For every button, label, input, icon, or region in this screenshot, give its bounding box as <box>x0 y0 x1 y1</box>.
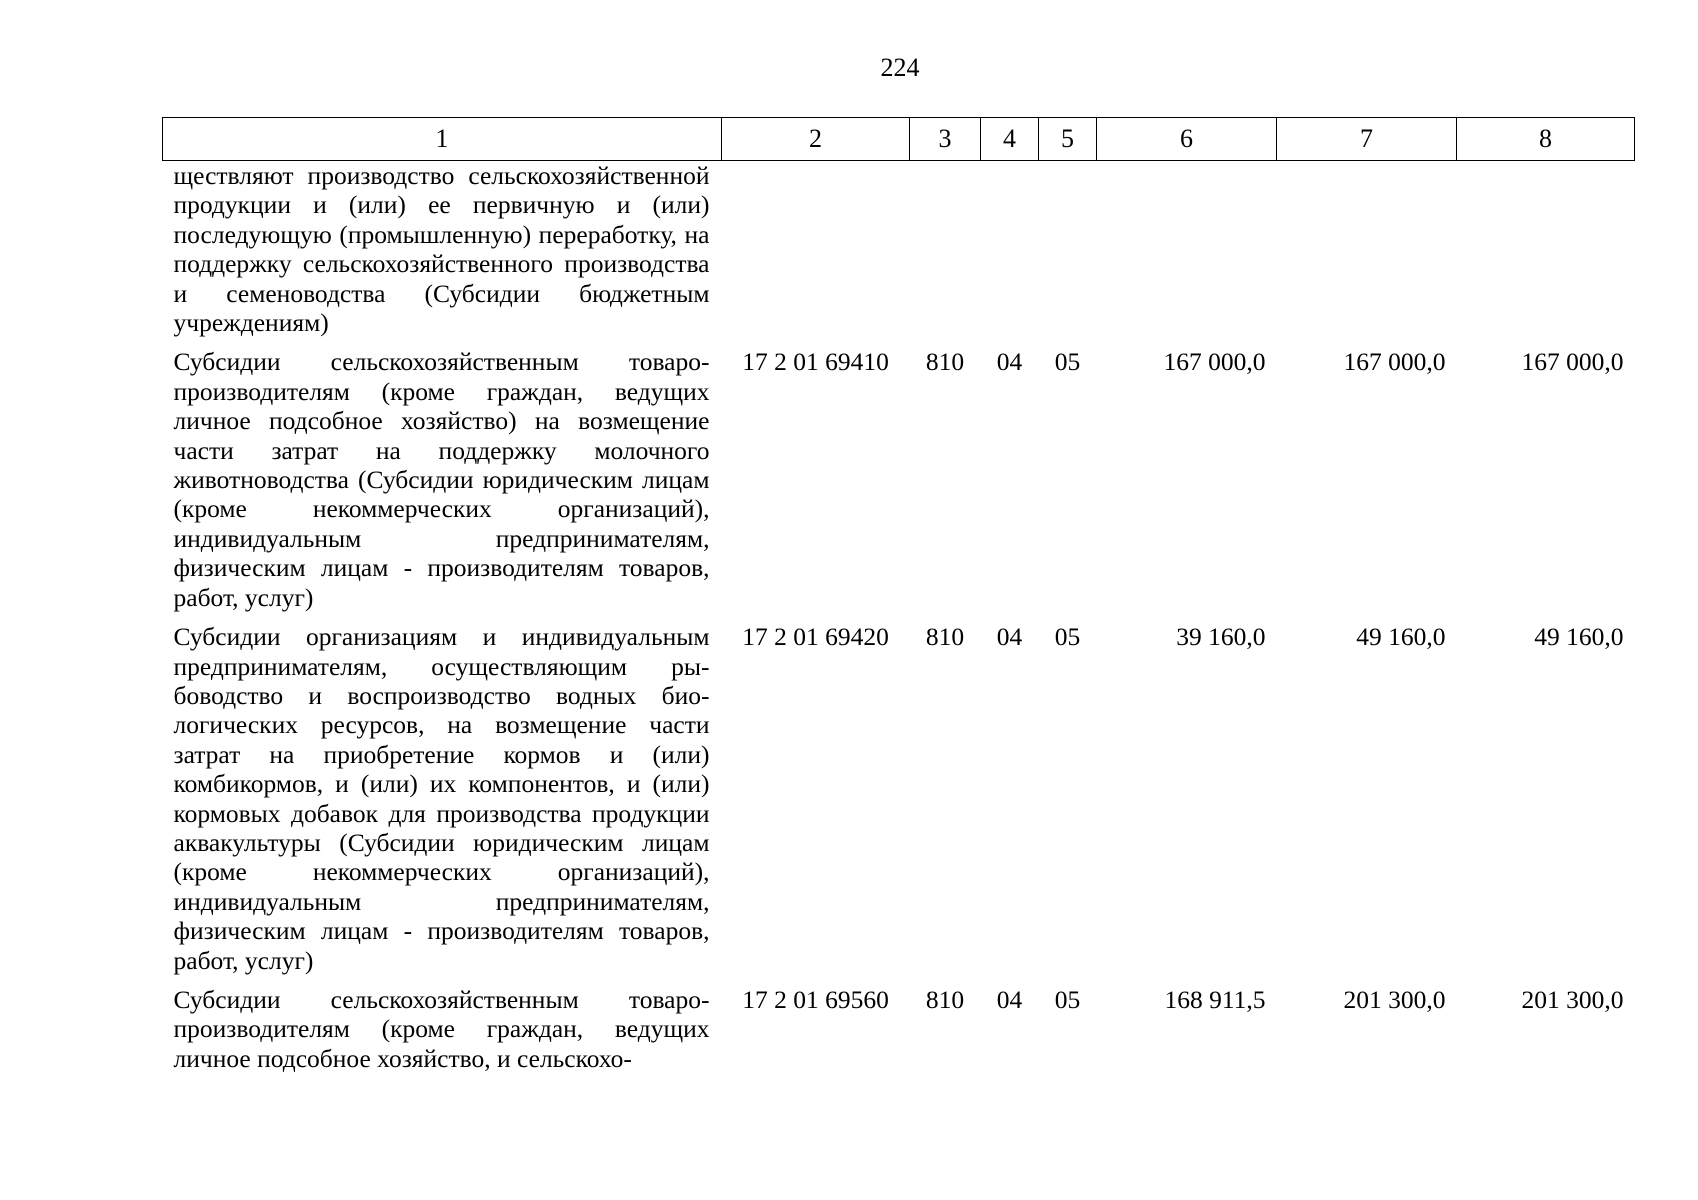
row-amount-1: 167 000,0 <box>1163 347 1266 377</box>
row-rz <box>981 161 1039 348</box>
column-header: 4 <box>981 118 1039 161</box>
page-number: 224 <box>880 53 920 82</box>
row-amount-2: 167 000,0 <box>1343 347 1446 377</box>
row-code <box>722 161 910 348</box>
row-rz: 04 <box>996 622 1023 652</box>
row-pr: 05 <box>1054 347 1081 377</box>
row-rz: 04 <box>996 984 1023 1014</box>
row-amount-2: 49 160,0 <box>1356 622 1446 652</box>
column-header: 7 <box>1277 118 1457 161</box>
table-row <box>163 622 1635 985</box>
row-code: 17 2 01 69420 <box>742 622 889 652</box>
row-pr <box>1039 161 1097 348</box>
row-vr <box>910 161 981 348</box>
row-description: Субсидии сельскохозяйственным товаропроизводителям (кроме граждан, ведущих личное подсобное хозяйство, и сельскохо- <box>173 984 710 1073</box>
row-pr: 05 <box>1054 622 1081 652</box>
column-header: 5 <box>1039 118 1097 161</box>
column-header: 3 <box>910 118 981 161</box>
row-amount-3: 49 160,0 <box>1534 622 1624 652</box>
row-code: 17 2 01 69410 <box>742 347 889 377</box>
table-row <box>163 347 1635 622</box>
row-amount-2: 201 300,0 <box>1343 984 1446 1014</box>
row-code: 17 2 01 69560 <box>742 984 889 1014</box>
row-description: Субсидии организациям и индивидуальным предпринимателям, осуществляющим рыбоводство и воспроизводство водных биологических ресурсов, на возмещение части затрат на приобретение кормов и (или) комбикормов, и (или) их компонентов, и (или) кормовых добавок для производства продукции аквакультуры (Субсидии юридическим лицам (кроме некоммерческих организаций), индивидуальным предпринимателям, физическим лицам - производителям товаров, работ, услуг) <box>173 622 710 975</box>
row-vr: 810 <box>925 984 965 1014</box>
row-amount-1 <box>1097 161 1277 348</box>
row-amount-3 <box>1457 161 1635 348</box>
row-description: ществляют производство сельскохозяйственной продукции и (или) ее первичную и (или) последующую (промышленную) переработку, на поддержку сельскохозяйственного производства и семеноводства (Субсидии бюджетным учреждениям) <box>173 161 710 338</box>
row-amount-1: 39 160,0 <box>1176 622 1266 652</box>
table-row <box>163 161 1635 348</box>
column-header: 8 <box>1457 118 1635 161</box>
row-amount-1: 168 911,5 <box>1164 984 1266 1014</box>
column-header: 1 <box>163 118 722 161</box>
table-header-row <box>163 118 1635 161</box>
column-header: 6 <box>1097 118 1277 161</box>
column-header: 2 <box>722 118 910 161</box>
row-amount-2 <box>1277 161 1457 348</box>
row-amount-3: 167 000,0 <box>1521 347 1624 377</box>
row-description: Субсидии сельскохозяйственным товаропроизводителям (кроме граждан, ведущих личное подсобное хозяйство) на возмещение части затрат на поддержку молочного животноводства (Субсидии юридическим лицам (кроме некоммерческих организаций), индивидуальным предпринимателям, физическим лицам - производителям товаров, работ, услуг) <box>173 347 710 612</box>
row-amount-3: 201 300,0 <box>1521 984 1624 1014</box>
row-rz: 04 <box>996 347 1023 377</box>
budget-table <box>162 117 1635 1083</box>
row-vr: 810 <box>925 622 965 652</box>
row-vr: 810 <box>925 347 965 377</box>
row-pr: 05 <box>1054 984 1081 1014</box>
table-row <box>163 985 1635 1083</box>
